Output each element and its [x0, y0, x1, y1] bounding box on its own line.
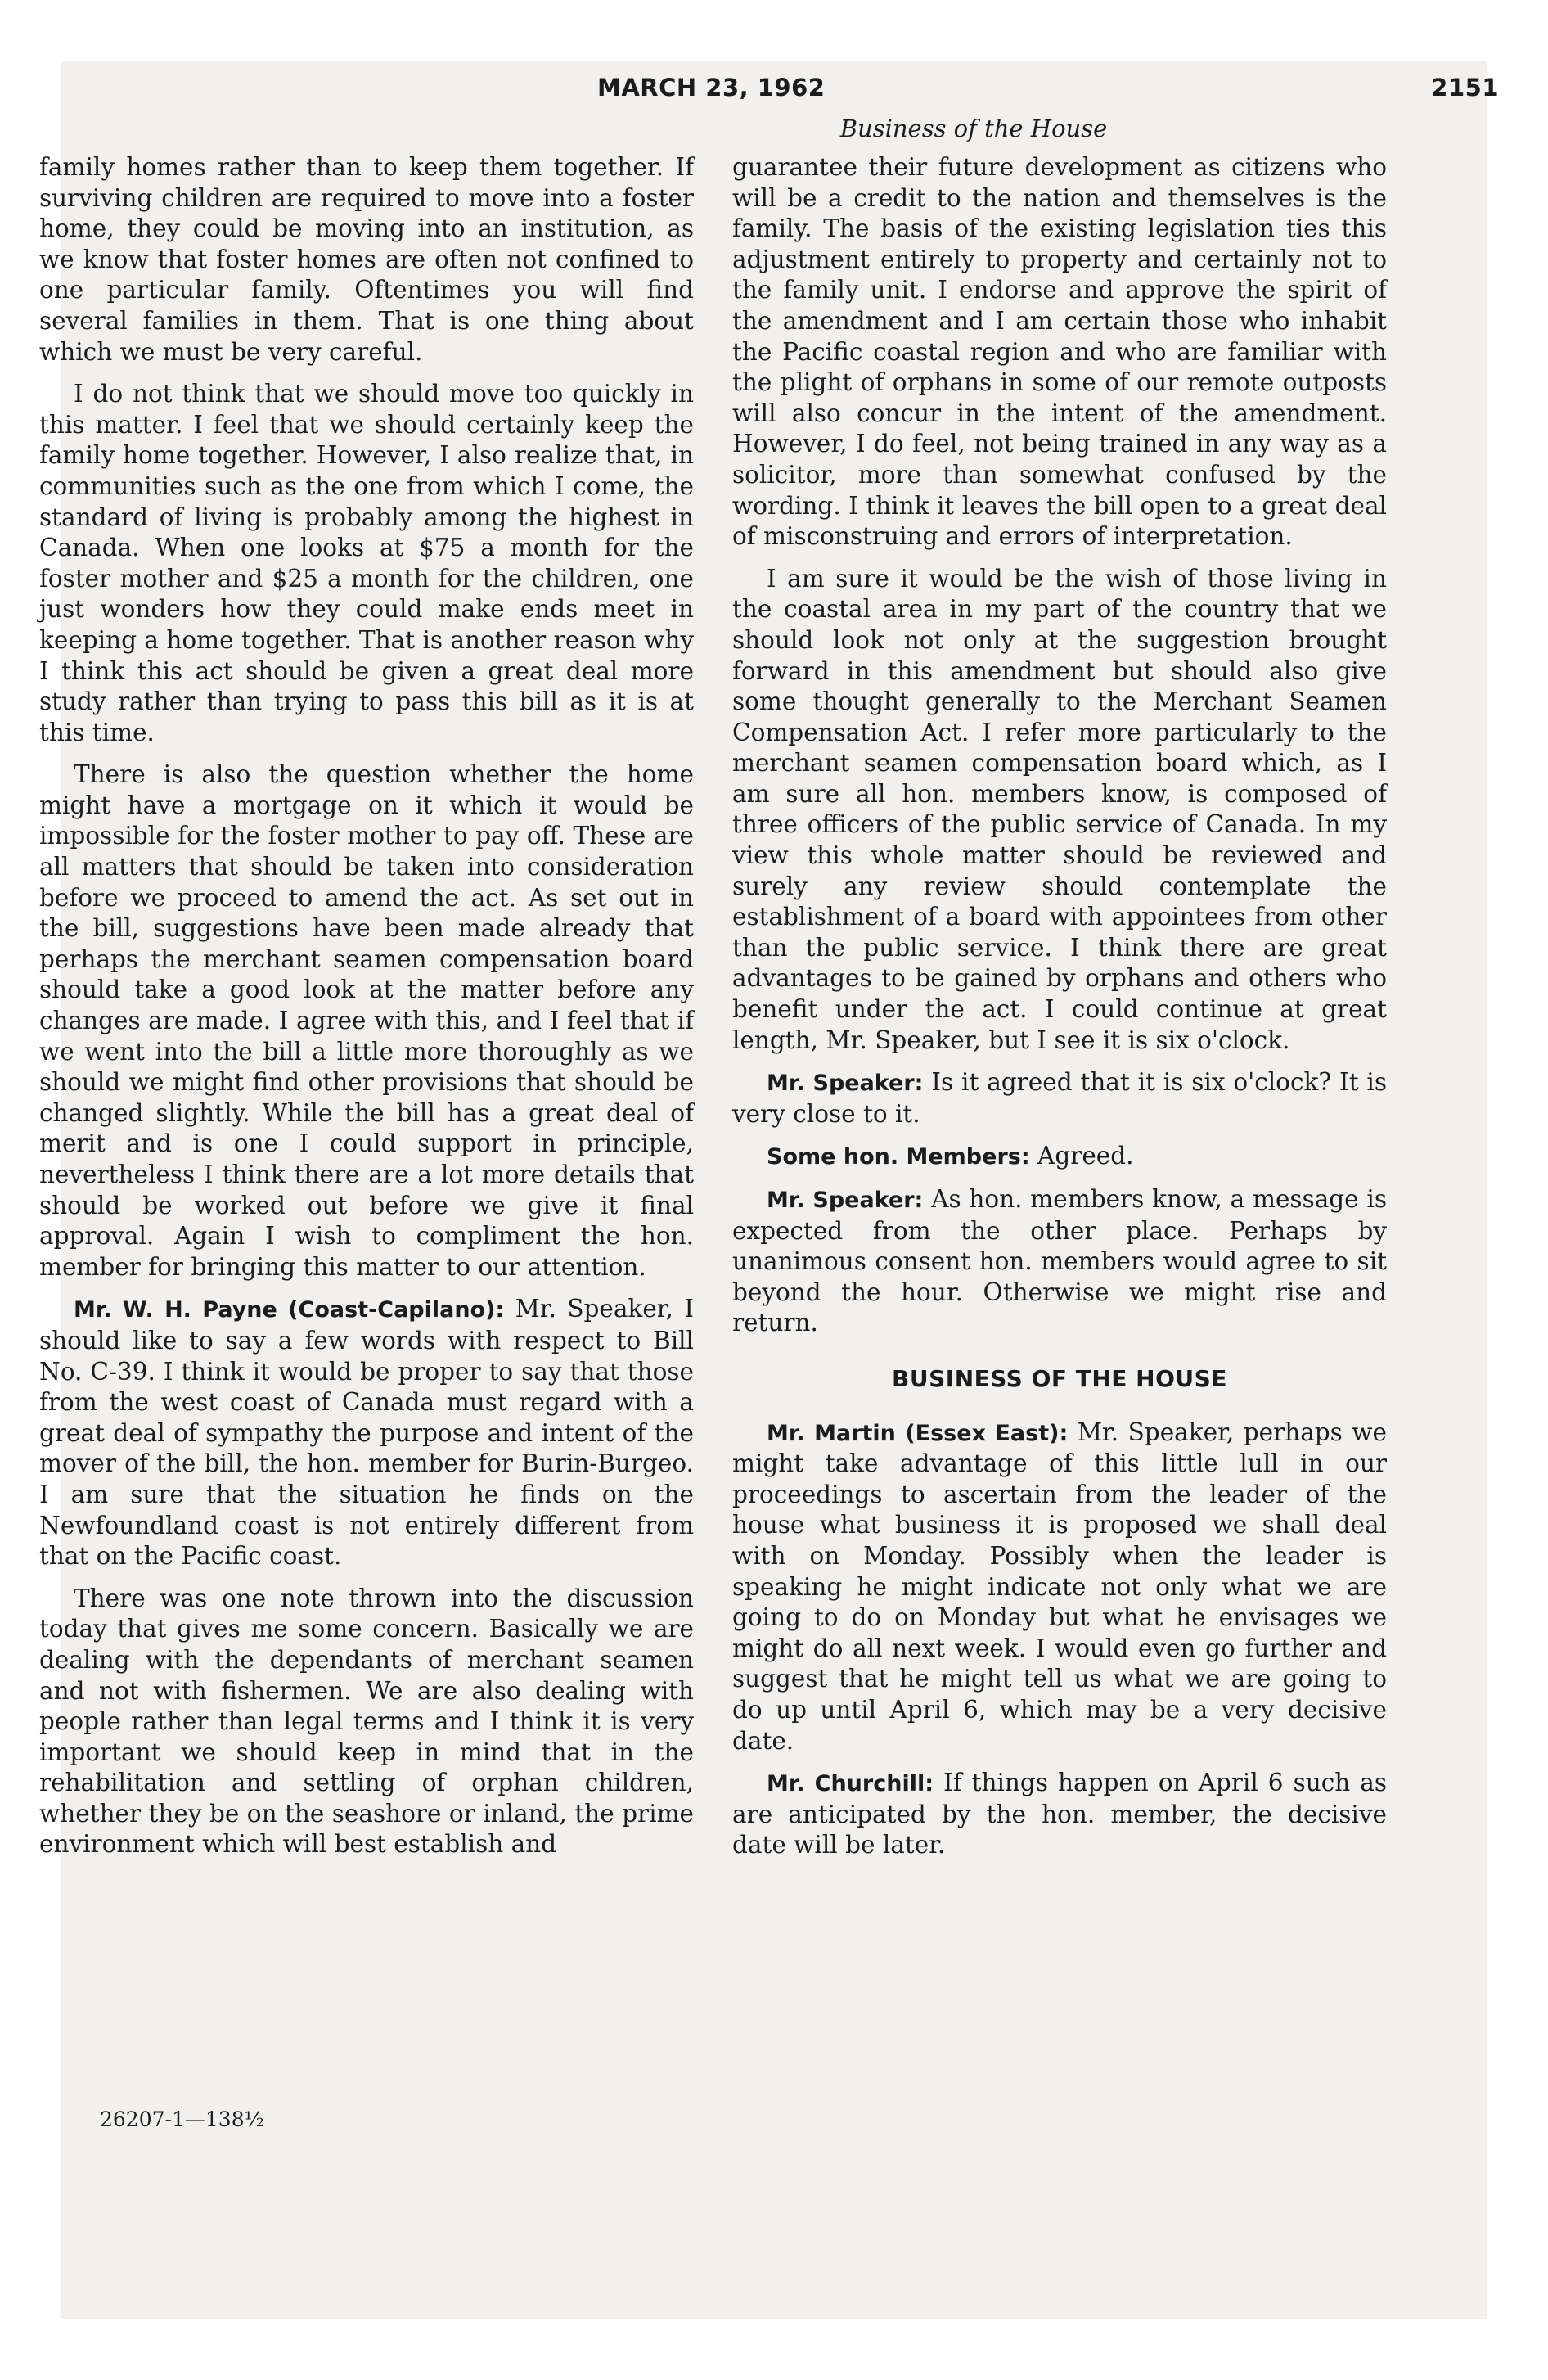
page-number: 2151 [1431, 74, 1499, 101]
speech-paragraph [732, 1067, 1387, 1129]
speech-paragraph [732, 1418, 1387, 1757]
text-paragraph: I do not think that we should move too quickly in this matter. I feel that we should certainly keep the family home together. However, I also realize that, in communities such as the one from which I come, the standard of living is probably among the highest in Canada. When one looks at $75 a month for the foster mother and $25 a month for the children, one just wonders how they could make ends meet in keeping a home together. That is another reason why I think this act should be given a great deal more study rather than trying to pass this bill as it is at this time. [39, 380, 694, 746]
speech-paragraph [39, 1294, 694, 1571]
speaker-name: Mr. Speaker: [767, 1188, 924, 1213]
speaker-name: Mr. Speaker: [767, 1071, 924, 1097]
speaker-name: Mr. W. H. Payne (Coast-Capilano): [74, 1297, 505, 1323]
speech-paragraph [732, 1141, 1387, 1173]
header-date: MARCH 23, 1962 [597, 74, 826, 101]
running-header [0, 74, 1548, 106]
speech-paragraph [732, 1768, 1387, 1861]
speaker-name: Mr. Churchill: [767, 1771, 934, 1797]
speech-paragraph [732, 1184, 1387, 1339]
text-paragraph: guarantee their future development as citizens who will be a credit to the nation and themselves is the family. The basis of the existing legislation ties this adjustment entirely to property and certainly not to the family unit. I endorse and approve the spirit of the amendment and I am certain those who inhabit the Pacific coastal region and who are familiar with the plight of orphans in some of our remote outposts will also concur in the intent of the amendment. However, I do feel, not being trained in any way as a solicitor, more than somewhat confused by the wording. I think it leaves the bill open to a great deal of misconstruing and errors of interpretation. [732, 153, 1387, 551]
speech-text: Mr. Speaker, I should like to say a few words with respect to Bill No. C-39. I think it would be proper to say that those from the west coast of Canada must regard with a great deal of sympathy the purpose and intent of the mover of the bill, the hon. member for Burin-Burgeo. I am sure that the situation he finds on the Newfoundland coast is not entirely different from that on the Pacific coast. [39, 1295, 695, 1571]
text-paragraph: There was one note thrown into the discussion today that gives me some concern. Basically we are dealing with the dependants of merchant seamen and not with fishermen. We are also dealing with people rather than legal terms and I think it is very important we should keep in mind that in the rehabilitation and settling of orphan children, whether they be on the seashore or inland, the prime environment which will best establish and [39, 1584, 694, 1859]
speaker-name: Some hon. Members: [767, 1144, 1030, 1170]
speech-text: As hon. members know, a message is expected from the other place. Perhaps by unanimous consent hon. members would agree to sit beyond the hour. Otherwise we might rise and return. [732, 1185, 1387, 1337]
text-paragraph: I am sure it would be the wish of those living in the coastal area in my part of the country that we should look not only at the suggestion brought forward in this amendment but should also give some thought generally to the Merchant Seamen Compensation Act. I refer more particularly to the merchant seamen compensation board which, as I am sure all hon. members know, is composed of three officers of the public service of Canada. In my view this whole matter should be reviewed and surely any review should contemplate the establishment of a board with appointees from other than the public service. I think there are great advantages to be gained by orphans and others who benefit under the act. I could continue at great length, Mr. Speaker, but I see it is six o'clock. [732, 564, 1387, 1054]
printer-signature: 26207-1—138½ [100, 2107, 264, 2131]
left-column [39, 152, 694, 1872]
right-column [732, 152, 1387, 1873]
speech-text: Mr. Speaker, perhaps we might take advantage of this little lull in our proceedings to ascertain from the leader of the house what business it is proposed we shall deal with on Monday. Possibly when the leader is speaking he might indicate not only what we are going to do on Monday but what he envisages we might do all next week. I would even go further and suggest that he might tell us what we are going to do up until April 6, which may be a very decisive date. [732, 1418, 1387, 1755]
speech-text: Agreed. [1037, 1142, 1134, 1170]
section-heading: BUSINESS OF THE HOUSE [892, 1364, 1227, 1392]
text-paragraph: family homes rather than to keep them together. If surviving children are required to move into a foster home, they could be moving into an institution, as we know that foster homes are often not confined to one particular family. Oftentimes you will find several families in them. That is one thing about which we must be very careful. [39, 153, 694, 366]
section-title: Business of the House [839, 115, 1108, 142]
speech-text: Is it agreed that it is six o'clock? It is very close to it. [732, 1068, 1387, 1128]
speaker-name: Mr. Martin (Essex East): [767, 1420, 1069, 1446]
text-paragraph: There is also the question whether the home might have a mortgage on it which it would be impossible for the foster mother to pay off. These are all matters that should be taken into consideration before we proceed to amend the act. As set out in the bill, suggestions have been made already that perhaps the merchant seamen compensation board should take a good look at the matter before any changes are made. I agree with this, and I feel that if we went into the bill a little more thoroughly as we should we might find other provisions that should be changed slightly. While the bill has a great deal of merit and is one I could support in principle, nevertheless I think there are a lot more details that should be worked out before we give it final approval. Again I wish to compliment the hon. member for bringing this matter to our attention. [39, 760, 694, 1281]
speech-text: If things happen on April 6 such as are anticipated by the hon. member, the decisive date will be later. [732, 1769, 1387, 1859]
